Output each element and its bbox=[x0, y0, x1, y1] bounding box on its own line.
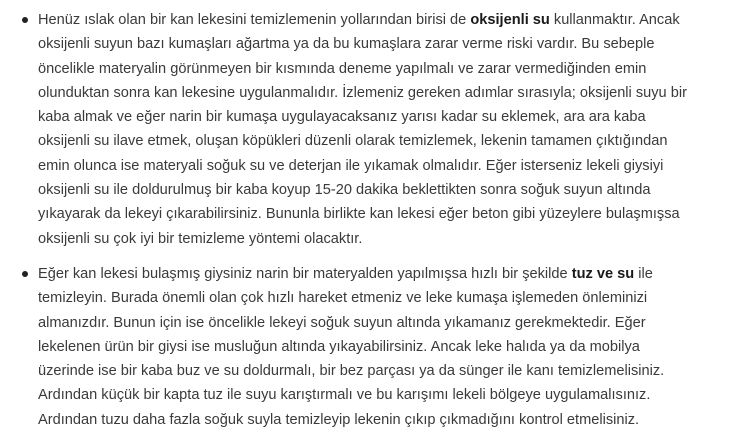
text-line: oksijenli suyun bazı kumaşları ağartma ya da bu kumaşlara zarar verme riski vardır. Bu sebeple bbox=[38, 36, 655, 53]
text-line: oksijenli su çok iyi bir temizleme yöntemi olacaktır. bbox=[38, 230, 363, 247]
bullet-dot-icon bbox=[22, 271, 28, 277]
text-line: yıkayarak da lekeyi çıkarabilirsiniz. Bununla birlikte kan lekesi eğer beton gibi yüzeylere bulaşmışsa bbox=[38, 206, 680, 223]
text-line: lekelenen ürün bir giysi ise musluğun altında yıkayabilirsiniz. Ancak leke halıda ya da mobilya bbox=[38, 338, 640, 355]
bold-term: oksijenli su bbox=[470, 12, 550, 28]
text-line: öncelikle materyalin görünmeyen bir kısmında deneme yapılmalı ve zarar vermediğinden emin bbox=[38, 60, 647, 77]
bold-term: tuz ve su bbox=[571, 265, 635, 282]
list-item bbox=[0, 262, 736, 432]
text-line: üzerinde ise bir kaba buz ve su doldurmalı, bir bez parçası ya da sünger ile kanı temizlemelisiniz. bbox=[38, 363, 665, 380]
text-run: Eğer kan lekesi bulaşmış giysiniz narin bir materyalden yapılmışsa hızlı bir şekilde bbox=[38, 265, 572, 282]
text-line: temizleyin. Burada önemli olan çok hızlı hareket etmeniz ve leke kumaşa işlemeden önleminizi bbox=[38, 290, 648, 307]
list-item bbox=[0, 8, 736, 251]
text-line: oksijenli su ilave etmek, oluşan köpükleri düzenli olarak temizlemek, lekenin tamamen çıktığından bbox=[38, 133, 668, 150]
text-run: ile bbox=[634, 265, 653, 282]
text-line: emin olunca ise materyali soğuk su ve deterjan ile yıkamak olmalıdır. Eğer isterseniz lekeli giysiyi bbox=[38, 157, 664, 174]
article-content bbox=[0, 8, 736, 443]
text-line bbox=[38, 8, 730, 32]
text-line: Ardından küçük bir kapta tuz ile suyu karıştırmalı ve bu karışımı lekeli bölgeye uygulamalısınız. bbox=[38, 387, 651, 404]
text-line: almanızdır. Bunun için ise öncelikle lekeyi soğuk suyun altında yıkamanız gerekmektedir. Eğer bbox=[38, 314, 646, 331]
text-line: kaba almak ve eğer narin bir kumaşa uygulayacaksanız yarısı kadar su eklemek, ara ara kaba bbox=[38, 109, 646, 126]
text-line: Ardından tuzu daha fazla soğuk suyla temizleyip lekenin çıkıp çıkmadığını kontrol etmelisiniz. bbox=[38, 411, 640, 428]
text-run: Henüz ıslak olan bir kan lekesini temizlemenin yollarından birisi de bbox=[38, 12, 471, 28]
bullet-dot-icon bbox=[22, 17, 28, 23]
text-line: olunduktan sonra kan lekesine uygulanmalıdır. İzlemeniz gereken adımlar sırasıyla; oksijenli suyu bir bbox=[38, 84, 687, 101]
bullet-list bbox=[0, 8, 736, 432]
text-line bbox=[38, 262, 730, 286]
text-line: oksijenli su ile doldurulmuş bir kaba koyup 15-20 dakika beklettikten sonra soğuk suyun altında bbox=[38, 182, 651, 199]
text-run: kullanmaktır. Ancak bbox=[549, 12, 680, 28]
